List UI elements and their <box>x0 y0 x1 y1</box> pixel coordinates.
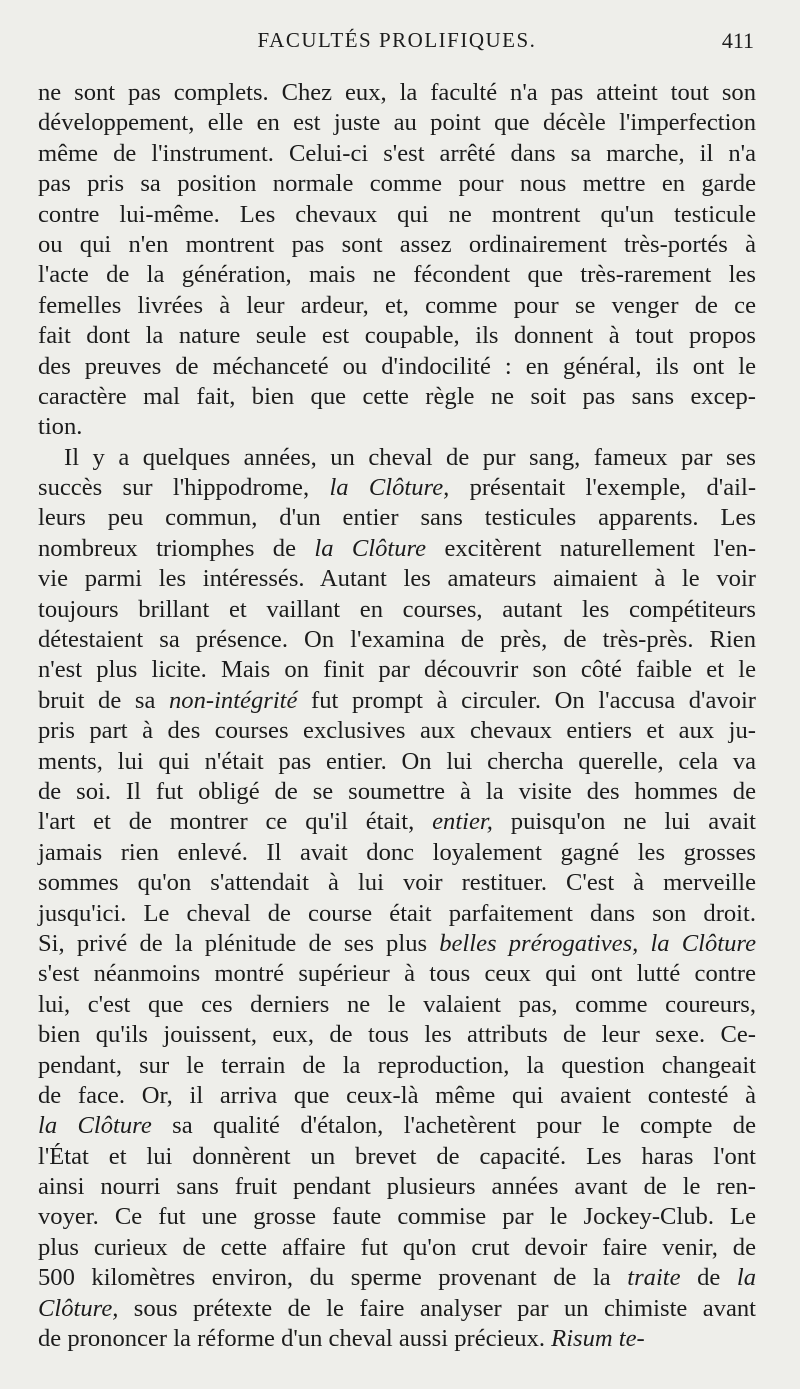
text-line <box>38 139 756 169</box>
italic-text: la <box>736 1264 756 1292</box>
text-line <box>38 929 756 959</box>
text-segment: fut prompt à circuler. On l'accusa d'avoir <box>297 686 756 714</box>
text-segment: sa qualité d'étalon, l'achetèrent pour le compte de <box>151 1112 756 1140</box>
text-line <box>38 1233 756 1263</box>
text-line <box>38 807 756 837</box>
text-line <box>38 108 756 138</box>
text-segment: de soi. Il fut obligé de se soumettre à la visite des hommes de <box>38 777 756 805</box>
text-line <box>38 1324 756 1354</box>
text-segment: bien qu'ils jouissent, eux, de tous les attributs de leur sexe. Ce- <box>38 1021 756 1049</box>
text-segment: succès sur l'hippodrome, <box>38 474 330 502</box>
text-segment: ments, lui qui n'était pas entier. On lui chercha querelle, cela va <box>38 747 756 775</box>
text-line <box>38 686 756 716</box>
text-line <box>38 321 756 351</box>
text-segment: leurs peu commun, d'un entier sans testicules apparents. Les <box>38 504 756 532</box>
text-segment: ne sont pas complets. Chez eux, la faculté n'a pas atteint tout son <box>38 79 756 106</box>
text-segment: bruit de sa <box>38 686 169 714</box>
text-segment: des preuves de méchanceté ou d'indocilité : en général, ils ont le <box>38 352 756 380</box>
text-segment: jamais rien enlevé. Il avait donc loyalement gagné les grosses <box>38 838 756 866</box>
text-segment: toujours brillant et vaillant en courses, autant les compétiteurs <box>38 595 756 623</box>
text-segment: Il y a quelques années, un cheval de pur sang, fameux par ses <box>64 443 756 471</box>
text-segment: voyer. Ce fut une grosse faute commise par le Jockey-Club. Le <box>38 1203 756 1231</box>
page-header <box>38 28 756 64</box>
text-segment: vie parmi les intéressés. Autant les amateurs aimaient à le voir <box>38 565 756 593</box>
text-segment: pris part à des courses exclusives aux chevaux entiers et aux ju- <box>38 717 756 745</box>
italic-text: la Clôture <box>314 534 427 562</box>
text-segment: sous prétexte de le faire analyser par un chimiste avant <box>118 1294 756 1322</box>
text-segment: sommes qu'on s'attendait à lui voir restituer. C'est à merveille <box>38 869 756 897</box>
paragraph <box>38 443 756 1355</box>
text-segment: femelles livrées à leur ardeur, et, comme pour se venger de ce <box>38 291 756 319</box>
text-segment: l'art et de montrer ce qu'il était, <box>38 808 433 836</box>
text-line <box>38 899 756 929</box>
text-segment: présentait l'exemple, d'ail- <box>449 474 757 502</box>
text-line <box>38 959 756 989</box>
body-text <box>38 78 756 1354</box>
text-segment: détestaient sa présence. On l'examina de près, de très-près. Rien <box>38 626 756 654</box>
text-line <box>38 716 756 746</box>
text-line <box>38 868 756 898</box>
text-segment: caractère mal fait, bien que cette règle ne soit pas sans excep- <box>38 382 756 410</box>
text-segment: développement, elle en est juste au point que décèle l'imperfection <box>38 109 756 137</box>
text-line <box>38 473 756 503</box>
text-line <box>38 595 756 625</box>
text-line <box>38 503 756 533</box>
text-line <box>38 78 756 108</box>
text-segment: l'acte de la génération, mais ne fécondent que très-rarement les <box>38 261 756 289</box>
text-line <box>38 230 756 260</box>
text-segment: lui, c'est que ces derniers ne le valaient pas, comme coureurs, <box>38 990 756 1018</box>
text-segment: fait dont la nature seule est coupable, ils donnent à tout propos <box>38 322 756 350</box>
italic-text: non-intégrité <box>169 686 298 714</box>
text-line <box>38 352 756 382</box>
text-line <box>38 1202 756 1232</box>
italic-text: la Clôture <box>38 1112 152 1140</box>
italic-text: traite <box>627 1264 681 1292</box>
text-line <box>38 1172 756 1202</box>
page-number: 411 <box>721 28 754 53</box>
text-line <box>38 260 756 290</box>
text-segment: de prononcer la réforme d'un cheval aussi précieux. <box>38 1325 552 1353</box>
text-line <box>38 291 756 321</box>
text-segment: contre lui-même. Les chevaux qui ne montrent qu'un testicule <box>38 200 756 228</box>
text-line <box>38 1263 756 1293</box>
text-segment: nombreux triomphes de <box>38 534 315 562</box>
text-segment: de face. Or, il arriva que ceux-là même qui avaient contesté à <box>38 1081 756 1109</box>
text-segment: jusqu'ici. Le cheval de course était parfaitement dans son droit. <box>38 899 756 927</box>
text-line <box>38 655 756 685</box>
running-head: FACULTÉS PROLIFIQUES. <box>257 28 537 52</box>
text-line <box>38 534 756 564</box>
text-segment: ou qui n'en montrent pas sont assez ordinairement très-portés à <box>38 230 756 258</box>
text-segment: Si, privé de la plénitude de ses plus <box>38 929 440 957</box>
text-segment: pendant, sur le terrain de la reproduction, la question changeait <box>38 1051 756 1079</box>
text-segment: plus curieux de cette affaire fut qu'on crut devoir faire venir, de <box>38 1233 756 1261</box>
text-segment: même de l'instrument. Celui-ci s'est arrêté dans sa marche, il n'a <box>38 139 756 167</box>
text-line <box>38 200 756 230</box>
italic-text: Clôture, <box>38 1294 119 1322</box>
text-line <box>38 169 756 199</box>
text-segment: de <box>680 1264 737 1292</box>
text-line <box>38 1020 756 1050</box>
italic-text: belles prérogatives, la Clôture <box>439 929 756 957</box>
text-segment: 500 kilomètres environ, du sperme provenant de la <box>38 1264 628 1292</box>
text-line <box>38 838 756 868</box>
text-line <box>38 747 756 777</box>
text-segment: tion. <box>38 413 83 441</box>
italic-text: entier, <box>432 808 493 836</box>
text-segment: pas pris sa position normale comme pour nous mettre en garde <box>38 170 756 198</box>
text-segment: ainsi nourri sans fruit pendant plusieurs années avant de le ren- <box>38 1173 756 1201</box>
text-line <box>38 1142 756 1172</box>
text-line <box>38 990 756 1020</box>
text-line <box>38 1081 756 1111</box>
text-segment: excitèrent naturellement l'en- <box>426 534 757 562</box>
text-line <box>38 443 756 473</box>
text-segment: l'État et lui donnèrent un brevet de capacité. Les haras l'ont <box>38 1142 756 1170</box>
text-line <box>38 564 756 594</box>
text-line <box>38 412 756 442</box>
text-segment: puisqu'on ne lui avait <box>492 808 756 836</box>
text-line <box>38 625 756 655</box>
italic-text: la Clôture, <box>329 474 450 502</box>
paragraph <box>38 78 756 443</box>
italic-text: Risum te- <box>551 1325 645 1353</box>
text-line <box>38 777 756 807</box>
text-line <box>38 1111 756 1141</box>
text-segment: s'est néanmoins montré supérieur à tous ceux qui ont lutté contre <box>38 960 756 988</box>
text-segment: n'est plus licite. Mais on finit par découvrir son côté faible et le <box>38 656 756 684</box>
text-line <box>38 382 756 412</box>
text-line <box>38 1294 756 1324</box>
text-line <box>38 1051 756 1081</box>
